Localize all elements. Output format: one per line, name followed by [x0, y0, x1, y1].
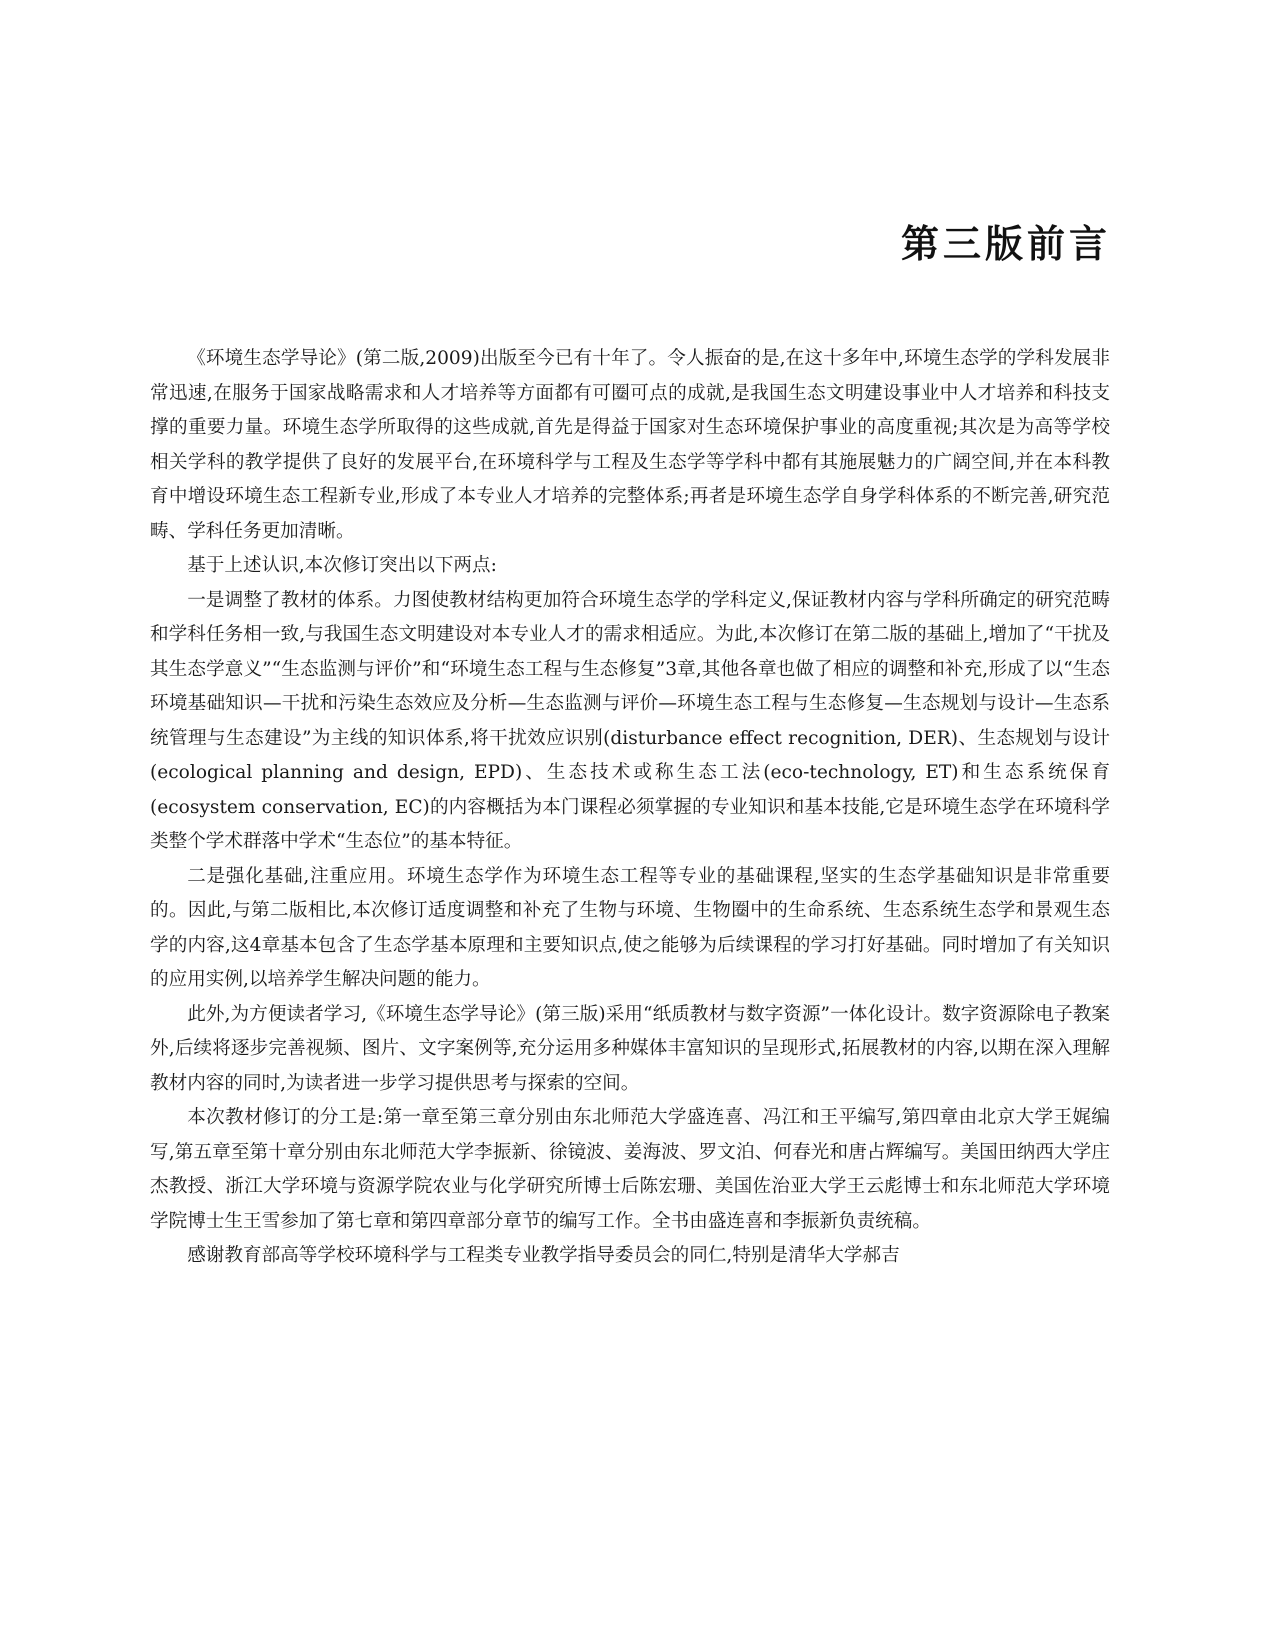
paragraph-3: 一是调整了教材的体系。力图使教材结构更加符合环境生态学的学科定义,保证教材内容与学科所确定的研究范畴和学科任务相一致,与我国生态文明建设对本专业人才的需求相适应。为此,本次修订在第二版的基础上,增加了“干扰及其生态学意义”“生态监测与评价”和“环境生态工程与生态修复”3章,其他各章也做了相应的调整和补充,形成了以“生态环境基础知识—干扰和污染生态效应及分析—生态监测与评价—环境生态工程与生态修复—生态规划与设计—生态系统管理与生态建设”为主线的知识体系,将干扰效应识别(disturbance effect recognition, DER)、生态规划与设计(ecological planning and design, EPD)、生态技术或称生态工法(eco-technology, ET)和生态系统保育(ecosystem conservation, EC)的内容概括为本门课程必须掌握的专业知识和基本技能,它是环境生态学在环境科学类整个学术群落中学术“生态位”的基本特征。 — [150, 589, 1110, 852]
page-title: 第三版前言 — [900, 222, 1111, 266]
preface-body — [150, 342, 1110, 1274]
paragraph-7: 感谢教育部高等学校环境科学与工程类专业教学指导委员会的同仁,特别是清华大学郝吉 — [187, 1245, 900, 1266]
paragraph-4: 二是强化基础,注重应用。环境生态学作为环境生态工程等专业的基础课程,坚实的生态学基础知识是非常重要的。因此,与第二版相比,本次修订适度调整和补充了生物与环境、生物圈中的生命系统、生态系统生态学和景观生态学的内容,这4章基本包含了生态学基本原理和主要知识点,使之能够为后续课程的学习打好基础。同时增加了有关知识的应用实例,以培养学生解决问题的能力。 — [150, 865, 1110, 990]
paragraph-6: 本次教材修订的分工是:第一章至第三章分别由东北师范大学盛连喜、冯江和王平编写,第四章由北京大学王娓编写,第五章至第十章分别由东北师范大学李振新、徐镜波、姜海波、罗文泊、何春光和唐占辉编写。美国田纳西大学庄杰教授、浙江大学环境与资源学院农业与化学研究所博士后陈宏珊、美国佐治亚大学王云彪博士和东北师范大学环境学院博士生王雪参加了第七章和第四章部分章节的编写工作。全书由盛连喜和李振新负责统稿。 — [150, 1107, 1110, 1232]
paragraph-5: 此外,为方便读者学习,《环境生态学导论》(第三版)采用“纸质教材与数字资源”一体化设计。数字资源除电子教案外,后续将逐步完善视频、图片、文字案例等,充分运用多种媒体丰富知识的呈现形式,拓展教材的内容,以期在深入理解教材内容的同时,为读者进一步学习提供思考与探索的空间。 — [150, 1003, 1110, 1094]
paragraph-2: 基于上述认识,本次修订突出以下两点: — [187, 555, 497, 576]
paragraph-1: 《环境生态学导论》(第二版,2009)出版至今已有十年了。令人振奋的是,在这十多年中,环境生态学的学科发展非常迅速,在服务于国家战略需求和人才培养等方面都有可圈可点的成就,是我国生态文明建设事业中人才培养和科技支撑的重要力量。环境生态学所取得的这些成就,首先是得益于国家对生态环境保护事业的高度重视;其次是为高等学校相关学科的教学提供了良好的发展平台,在环境科学与工程及生态学等学科中都有其施展魅力的广阔空间,并在本科教育中增设环境生态工程新专业,形成了本专业人才培养的完整体系;再者是环境生态学自身学科体系的不断完善,研究范畴、学科任务更加清晰。 — [150, 348, 1110, 542]
